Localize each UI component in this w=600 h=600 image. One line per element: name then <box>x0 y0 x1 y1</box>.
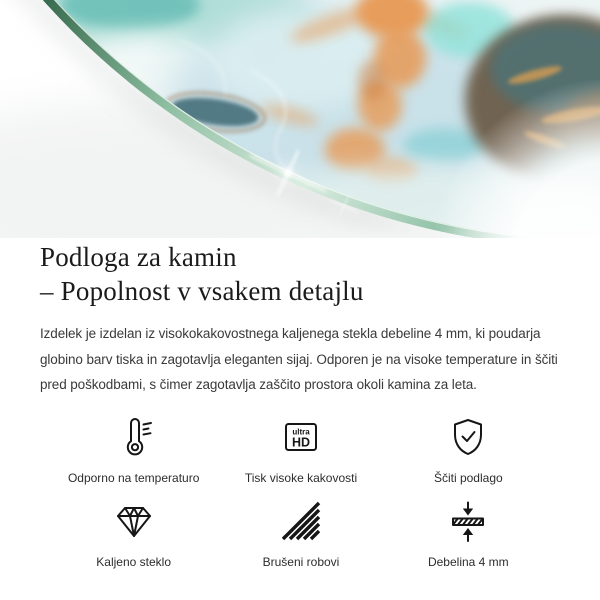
feature-label: Brušeni robovi <box>262 554 340 569</box>
feature-label: Kaljeno steklo <box>96 554 172 569</box>
beveled-edges-icon <box>279 498 323 544</box>
thickness-icon <box>446 498 490 544</box>
title-line-2: – Popolnost v vsakem detajlu <box>40 276 364 306</box>
feature-grid <box>40 414 562 569</box>
ultra-hd-icon <box>279 414 323 460</box>
feature-polished-edges <box>217 498 384 569</box>
diamond-icon <box>112 498 156 544</box>
feature-thickness <box>385 498 552 569</box>
feature-protects-floor <box>385 414 552 485</box>
ultra-hd-text-bottom: HD <box>291 435 311 449</box>
feature-label: Ščiti podlago <box>433 470 503 485</box>
title-line-1: Podloga za kamin <box>40 242 237 272</box>
feature-tempered-glass <box>50 498 217 569</box>
feature-label: Odporno na temperaturo <box>67 470 200 485</box>
product-description: Izdelek je izdelan iz visokokakovostnega kaljenega stekla debeline 4 mm, ki poudarja globino barv tiska in zagotavlja eleganten sijaj. Odporen je na visoke temperature in ščiti pred poškodbami, s čimer zagotavlja zaščito prostora okoli kamina za leta. <box>40 326 558 392</box>
feature-print-quality <box>217 414 384 485</box>
page-title <box>40 240 562 308</box>
glass-pad-illustration <box>0 0 600 238</box>
thermometer-icon <box>112 414 156 460</box>
feature-label: Tisk visoke kakovosti <box>244 470 358 485</box>
hero-product-image <box>0 0 600 238</box>
shield-check-icon <box>446 414 490 460</box>
product-info-section <box>0 240 600 569</box>
feature-temperature-resistant <box>50 414 217 485</box>
ultra-hd-text-top: ultra <box>292 427 310 436</box>
feature-label: Debelina 4 mm <box>427 554 509 569</box>
